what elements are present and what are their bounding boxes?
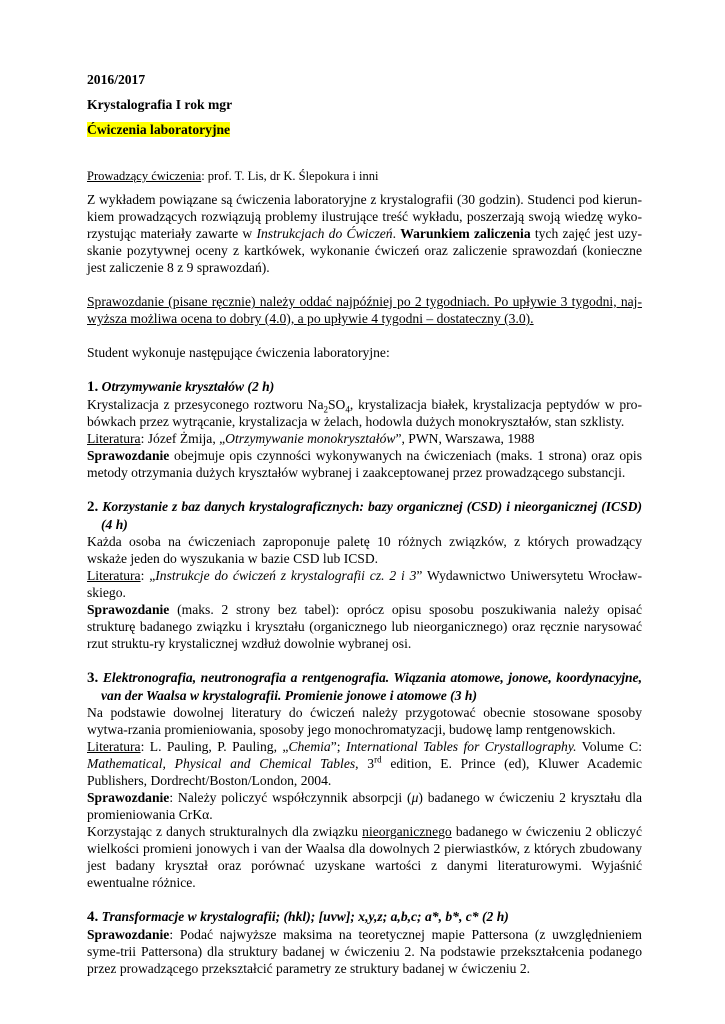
ex1-body-1: Krystalizacja z przesyconego roztworu Na [87,397,324,412]
exercise-4-heading [87,908,642,926]
ex1-lit-2: ”, PWN, Warszawa, 1988 [395,431,535,446]
section-title-highlight: Ćwiczenia laboratoryjne [87,122,231,137]
ex1-sub-2: 4 [345,404,350,415]
ex3-lit-5: edition, E. Prince (ed), Kluwer Academic Publishers, Dordrecht/Boston/London, 2004. [87,756,642,788]
exercise-3-title: Elektronografia, neutronografia a rentgenografia. Wiązania atomowe, jonowe, koordynacyjne, van der Waalsa w krystalografii. Promienie jonowe i atomowe (3 h) [101,670,642,703]
intro-text-1: Z wykładem powiązane są ćwiczenia laboratoryjne z krystalografii (30 godzin). Studenci pod kierun-kiem prowadzących rozwiązują problemy ilustrujące treść wykładu, poszerzają swoją wiedzę wyko-rzystując materiały zawarte w [87,192,642,241]
exercise-4-report [87,926,642,977]
ex1-body-3: , krystalizacja białek, krystalizacja peptydów w pro-bówkach przez wytrącanie, krystalizacja w żelach, hodowla dużych monokryształów, stan szklisty. [87,397,642,429]
exercise-1-heading [87,378,642,396]
ex3-lit-1: : L. Pauling, P. Pauling, „ [140,739,289,754]
ex1-body-2: SO [328,397,346,412]
exercise-2-number: 2. [87,499,99,515]
exercise-1-title: Otrzymywanie kryształów (2 h) [101,379,275,394]
intro-text-2: . [392,226,401,241]
exercise-3-literature [87,738,642,789]
ex3-extra-1: Korzystając z danych strukturalnych dla związku [87,824,363,839]
ex2-report-text: (maks. 2 strony bez tabel): oprócz opisu sposobu poszukiwania należy opisać strukturę badanego związku i kryształu (organicznego lub nieorganicznego) oraz ręcznie narysować rzut struktu-ry krystalicznej wzdłuż dowolnie wybranej osi. [87,602,642,651]
course-title: Krystalografia I rok mgr [87,97,233,112]
ex2-lit-label: Literatura [87,568,141,583]
ex3-lit-4: , 3 [355,756,375,771]
ex3-lit-label: Literatura [87,739,141,754]
academic-year: 2016/2017 [87,72,146,87]
exercise-1-number: 1. [87,379,99,395]
exercise-2-heading [87,498,642,533]
ex2-lit-italic: Instrukcje do ćwiczeń z krystalografii cz. 2 i 3 [155,568,417,583]
ex1-report-label: Sprawozdanie [87,448,170,463]
ex1-lit-1: : Józef Żmija, „ [140,431,226,446]
exercise-3-body: Na podstawie dowolnej literatury do ćwiczeń należy przygotować obecnie stosowane sposoby wytwa-rzania promieniowania, sposoby jego monochromatyzacji, budowę lamp rentgenowskich. [87,705,642,737]
exercise-1-report [87,447,642,481]
intro-italic: Instrukcjach do Ćwiczeń [256,226,393,241]
ex2-report-label: Sprawozdanie [87,602,170,617]
exercise-1-body [87,396,642,430]
exercise-3-number: 3. [87,670,99,686]
exercise-3-heading [87,669,642,704]
student-line: Student wykonuje następujące ćwiczenia laboratoryjne: [87,345,390,360]
exercise-2-report [87,601,642,652]
exercise-3-report [87,789,642,823]
ex3-lit-italic-1: Chemia [288,739,331,754]
intro-bold: Warunkiem zaliczenia [400,226,531,241]
section-title [87,121,642,138]
intro-text-3: tych zajęć jest uzy-skanie pozytywnej oceny z kartkówek, wykonanie ćwiczeń oraz zaliczenie sprawozdań (konieczne jest zaliczenie 8 z 9 sprawozdań). [87,226,643,275]
leaders-label: Prowadzący ćwiczenia [87,169,202,183]
ex3-report-mu: μ [411,790,419,805]
leaders-value: : prof. T. Lis, dr K. Ślepokura i inni [201,169,379,183]
intro-paragraph [87,191,642,276]
ex3-lit-italic-2: International Tables for Crystallography. [345,739,577,754]
ex3-extra-underline: nieorganicznego [362,824,452,839]
leaders-line [87,168,642,185]
exercise-2-title: Korzystanie z baz danych krystalograficznych: bazy organicznej (CSD) i nieorganicznej (ICSD) (4 h) [101,499,642,532]
ex4-report-text: : Podać najwyższe maksima na teoretycznej mapie Pattersona (z uwzględnieniem syme-trii Pattersona) dla struktury badanej w ćwiczeniu 2. Na podstawie przekształcenia podanego przez prowadzącego przekształcić parametry ze struktury badanej w ćwiczeniu 2. [87,927,642,976]
exercise-4-title: Transformacje w krystalografii; (hkl); [uvw]; x,y,z; a,b,c; a*, b*, c* (2 h) [101,909,509,924]
ex3-report-label: Sprawozdanie [87,790,170,805]
document-content [87,71,642,977]
ex1-lit-italic: Otrzymywanie monokryształów [225,431,396,446]
ex3-lit-2: ”; [330,739,346,754]
report-rule: Sprawozdanie (pisane ręcznie) należy oddać najpóźniej po 2 tygodniach. Po upływie 3 tygodni, naj-wyższa możliwa ocena to dobry (4.0), a po upływie 4 tygodni – dostateczny (3.0). [87,294,642,326]
ex1-report-text: obejmuje opis czynności wykonywanych na ćwiczeniach (maks. 1 strona) oraz opis metody otrzymania dużych kryształów wybranej i zaakceptowanej przez prowadzącego substancji. [87,448,642,480]
ex3-report-2: ) badanego w ćwiczeniu 2 kryształu dla promieniowania CrKα. [87,790,643,822]
ex3-lit-3: Volume C: [576,739,642,754]
exercise-2-body: Każda osoba na ćwiczeniach zaproponuje paletę 10 różnych związków, z których prowadzący wskaże jeden do wyszukania w bazie CSD lub ICSD. [87,534,642,566]
ex1-lit-label: Literatura [87,431,141,446]
ex1-sub-1: 2 [323,404,328,415]
ex3-extra-2: badanego w ćwiczeniu 2 obliczyć wielkości promieni jonowych i van der Waalsa dla dowolnych 2 pierwiastków, z których zbudowany jest badany kryształ oraz porównać uzyskane wartości z danymi literaturowymi. Wyjaśnić ewentualne różnice. [87,824,642,890]
ex2-lit-2: ” Wydawnictwo Uniwersytetu Wrocław-skiego. [87,568,642,600]
exercise-1-literature [87,430,642,447]
ex3-lit-italic-3: Mathematical, Physical and Chemical Tables [87,756,356,771]
ex2-lit-1: : „ [140,568,156,583]
exercise-3-extra [87,823,642,891]
ex4-report-label: Sprawozdanie [87,927,170,942]
exercise-4-number: 4. [87,909,99,925]
ex3-report-1: : Należy policzyć współczynnik absorpcji ( [169,790,412,805]
exercise-2-literature [87,567,642,601]
ex3-lit-sup: rd [374,754,382,765]
